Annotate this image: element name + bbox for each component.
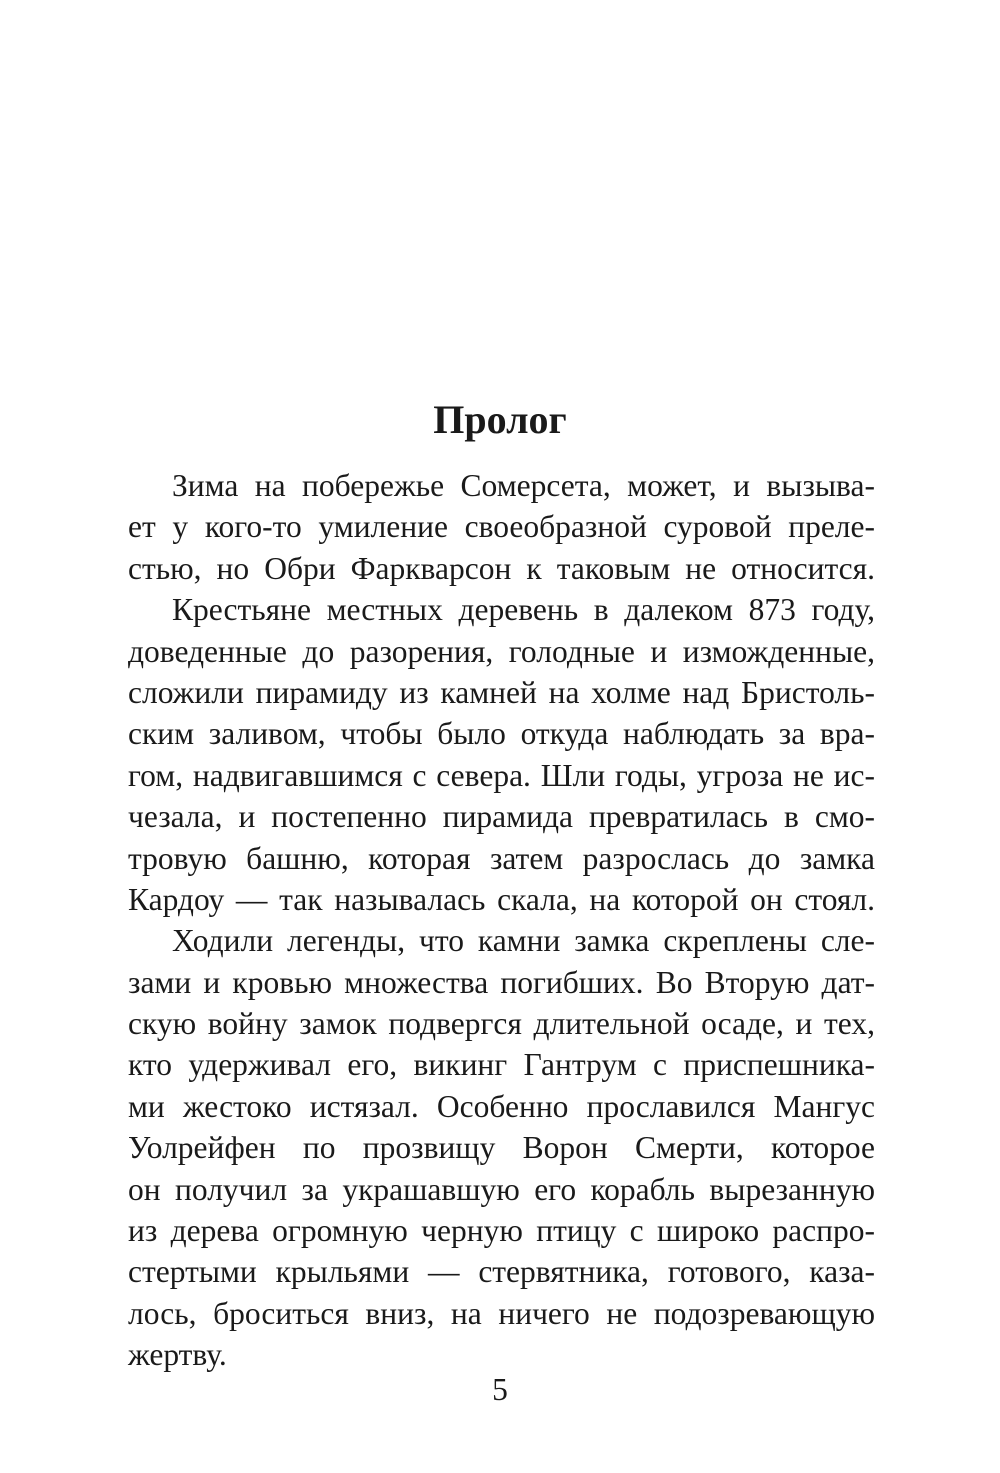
text-line: тровую башню, которая затем разрослась до замка <box>128 840 875 876</box>
text-line: Уолрейфен по прозвищу Ворон Смерти, которое <box>128 1130 875 1166</box>
text-line: стертыми крыльями — стервятника, готового, каза- <box>128 1254 875 1290</box>
body-text <box>128 465 875 1376</box>
text-line: скую войну замок подвергся длительной осаде, и тех, <box>128 1006 875 1042</box>
text-line: чезала, и постепенно пирамида превратилась в смо- <box>128 799 875 835</box>
text-line: гом, надвигавшимся с севера. Шли годы, угроза не ис- <box>128 757 875 793</box>
text-line: доведенные до разорения, голодные и изможденные, <box>128 633 875 669</box>
text-line: лось, броситься вниз, на ничего не подозревающую <box>128 1295 875 1331</box>
text-line: стью, но Обри Фаркварсон к таковым не относится. <box>128 550 875 586</box>
paragraph <box>128 589 875 920</box>
chapter-title: Пролог <box>433 397 567 442</box>
paragraph <box>128 465 875 589</box>
text-line: ми жестоко истязал. Особенно прославился Мангус <box>128 1088 875 1124</box>
text-line: зами и кровью множества погибших. Во Вторую дат- <box>128 964 875 1000</box>
text-line: ет у кого-то умиление своеобразной суровой преле- <box>128 509 875 545</box>
paragraph <box>128 920 875 1375</box>
text-line: жертву. <box>128 1337 227 1373</box>
text-line: из дерева огромную черную птицу с широко распро- <box>128 1213 875 1249</box>
text-line: Кардоу — так называлась скала, на которой он стоял. <box>128 881 875 917</box>
text-line: ским заливом, чтобы было откуда наблюдать за вра- <box>128 716 875 752</box>
text-line: Крестьяне местных деревень в далеком 873 году, <box>172 592 875 628</box>
text-line: он получил за украшавшую его корабль вырезанную <box>128 1171 875 1207</box>
page-number: 5 <box>492 1372 508 1407</box>
text-line: Зима на побережье Сомерсета, может, и вызыва- <box>172 468 875 503</box>
text-line: Ходили легенды, что камни замка скреплены сле- <box>172 923 875 959</box>
text-line: сложили пирамиду из камней на холме над Бристоль- <box>128 674 875 710</box>
text-line: кто удерживал его, викинг Гантрум с приспешника- <box>128 1047 875 1083</box>
